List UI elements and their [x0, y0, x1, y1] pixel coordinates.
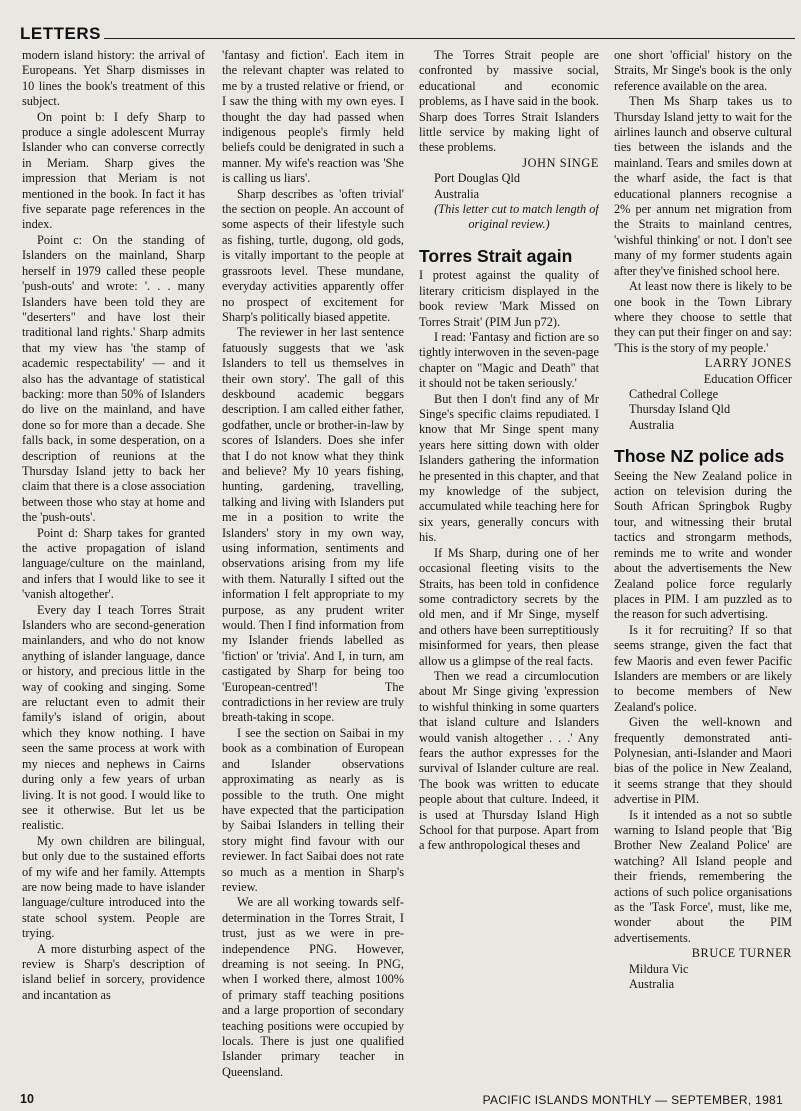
- letter1-paragraph: A more disturbing aspect of the review is Sharp's description of island belief in sorcery, providence and incantation as: [22, 941, 205, 1002]
- letter1-paragraph: Point d: Sharp takes for granted the active propagation of island language/culture on the mainland, and infers that I would like to see it 'vanish altogether'.: [22, 525, 205, 602]
- letter2-address-line: Cathedral College: [629, 386, 719, 401]
- letter2-paragraph: But then I don't find any of Mr Singe's specific claims repudiated. I know that Mr Singe spent many years here sitting down with older Islanders gathering the information he presented in this chapter, and that my knowledge of the subject, accumulated while teaching here for six years, generally concurs with his.: [419, 391, 599, 545]
- column-4: [614, 48, 792, 1092]
- editor-note: (This letter cut to match length of original review.): [434, 202, 599, 232]
- letter1-paragraph: The reviewer in her last sentence fatuously suggests that we 'ask Islanders to tell us themselves in their own story'. The gall of this deskbound academic beggars description. I am called either father, godfather, uncle or brother-in-law by scores of Islanders. Does she infer that I do not know what they think and believe? My 10 years fishing, hunting, gardening, travelling, talking and living with Islanders put me in a position to write the Islanders' story in my own way, using information, sentiments and observations arising from my life with them. Naturally I sifted out the information I felt appropriate to my purpose, as any prudent writer would. Then I find information from my Islander friends labelled as 'fiction' or 'trivia'. And I, in turn, am castigated by Sharp for being too 'European-centred'! The contradictions in her review are truly breath-taking in scope.: [222, 325, 404, 725]
- letter2-paragraph: one short 'official' history on the Straits, Mr Singe's book is the only reference available on the area.: [614, 48, 792, 93]
- letter1-paragraph: On point b: I defy Sharp to produce a single adolescent Murray Islander who can converse correctly in Meriam. Sharp gives the impression that Meriam is not mentioned in the book. In fact it has five separate page references in the index.: [22, 109, 205, 232]
- publication-line: PACIFIC ISLANDS MONTHLY — SEPTEMBER, 1981: [482, 1093, 783, 1107]
- letter2-signature: LARRY JONES: [704, 356, 792, 371]
- letter1-paragraph: Every day I teach Torres Strait Islanders who are second-generation mainlanders, and who do not know anything of islander language, dance or history, and precious little in the way of cooking and singing. Some are reluctant even to admit their family's island of origin, about which they know nothing. I have seen the same process at work with my nieces and nephews in Cairns during only a few years of urban living. It is not good. I would like to see it otherwise. But let us be realistic.: [22, 602, 205, 833]
- letter2-address-line: Education Officer: [703, 371, 792, 386]
- letter2-paragraph: At least now there is likely to be one book in the Town Library where they choose to settle that they can put their finger on and say: 'This is the story of my people.': [614, 279, 792, 355]
- letter2-address-line: Thursday Island Qld: [629, 402, 731, 417]
- letter1-paragraph: I see the section on Saibai in my book as a combination of European and Islander observations approximating as nearly as is possible to the truth. One might have expected that the participation by Saibai Islanders in telling their story might find favour with our reviewer. In fact Saibai does not rate so much as a mention in Sharp's review.: [222, 725, 404, 894]
- letter3-address-line: Australia: [629, 977, 675, 992]
- letter1-paragraph: Sharp describes as 'often trivial' the section on people. An account of some aspects of their lifestyle such as fishing, turtle, dugong, old gods, is vitally important to the people at grassroots level. These mundane, everyday activities apparently offer no prospect of excitement for Sharp's politically biased appetite.: [222, 186, 404, 324]
- page-header: [0, 0, 801, 44]
- letter1-paragraph: 'fantasy and fiction'. Each item in the relevant chapter was related to me by a trusted relative or friend, or I saw the thing with my own eyes. I thought the day had passed when indigenous people's firmly held beliefs could be denigrated in such a manner. My wife's reaction was 'She is calling us liars'.: [222, 48, 404, 186]
- letter2-paragraph: If Ms Sharp, during one of her occasional fleeting visits to the Straits, has been told in confidence some contradictory secrets by the old men, and if Mr Singe, myself and others have been surreptitiously misinformed for years, then please allow us a glimpse of the real facts.: [419, 545, 599, 668]
- letter1-signature: JOHN SINGE: [522, 155, 599, 170]
- letter2-heading: Torres Strait again: [419, 245, 573, 266]
- letter1-address-line: Port Douglas Qld: [434, 171, 521, 186]
- letter1-paragraph: The Torres Strait people are confronted by massive social, educational and economic problems, as I have said in the book. Sharp does Torres Strait Islanders little service by making light of these problems.: [419, 48, 599, 155]
- letter2-paragraph: I read: 'Fantasy and fiction are so tightly interwoven in the seven-page chapter on "Magic and Death" that it should not be taken seriously.': [419, 330, 599, 391]
- letter2-paragraph: Then Ms Sharp takes us to Thursday Island jetty to wait for the airlines launch and observe cultural ties between the islands and the mainland. Tears and smiles down at the wharf aside, the fact is that educational planners recognise a 2% per annum net migration from the Straits to mainland centres, 'wishful thinking' or not. I don't see many of my former students again after they've finished school here.: [614, 94, 792, 278]
- column-3: [419, 48, 599, 1092]
- page-footer: [0, 1091, 801, 1111]
- letter3-paragraph: Is it intended as a not so subtle warning to Island people that 'Big Brother New Zealand Police' are watching? All Island people and their friends, remembering the actions of such police organisations as the 'Task Force', must, like me, wonder about the PIM advertisements.: [614, 807, 792, 945]
- letter2-paragraph: I protest against the quality of literary criticism displayed in the book review 'Mark Missed on Torres Strait' (PIM Jun p72).: [419, 268, 599, 329]
- letter2-address-line: Australia: [629, 417, 675, 432]
- column-1: [22, 48, 205, 1092]
- page-number: 10: [20, 1092, 34, 1106]
- letter1-paragraph: Point c: On the standing of Islanders on the mainland, Sharp herself in 1979 called these people 'push-outs' and wrote: '. . . many Islanders have been told they are "deserters" and have lost their traditional land rights.' Sharp admits that my view has 'the stamp of academic respectability' — and it also has the advantage of statistical backing: more than 50% of Islanders do live on the mainland, and have done so for more than a decade. She falls back, in some desperation, on a description of reunions at the Thursday Island jetty to back her claim that there is a close association between those who stay at home and the 'push-outs'.: [22, 232, 205, 525]
- letter3-paragraph: Is it for recruiting? If so that seems strange, given the fact that few Maoris and even fewer Pacific Islanders are members or are likely to become members of New Zealand's police.: [614, 622, 792, 714]
- letter3-address-line: Mildura Vic: [629, 961, 689, 976]
- section-title: LETTERS: [20, 24, 101, 43]
- letter2-paragraph: Then we read a circumlocution about Mr Singe giving 'expression to wishful thinking in some quarters that island culture and Islanders would vanish altogether . . .' Any fears the author expresses for the survival of Islander culture are real. The book was written to educate people about that culture. Indeed, it is used at Thursday Island High School for that purpose. Apart from a few anthropological theses and: [419, 668, 599, 853]
- letter3-paragraph: Seeing the New Zealand police in action on television during the South African Springbok Rugby tour, and witnessing their brutal tactics and strongarm methods, reminds me to write and wonder about the advertisements the New Zealand police force regularly places in PIM. I am puzzled as to the reason for such advertising.: [614, 468, 792, 622]
- letter1-paragraph: We are all working towards self-determination in the Torres Strait, I trust, just as we were in pre-independence PNG. However, dreaming is not seeing. In PNG, when I worked there, almost 100% of primary staff teaching positions and a large proportion of secondary teaching positions were occupied by locals. There is just one qualified Islander primary teacher in Queensland.: [222, 895, 404, 1079]
- header-rule: [104, 38, 795, 39]
- letter3-heading: Those NZ police ads: [614, 446, 785, 467]
- letter1-address-line: Australia: [434, 186, 480, 201]
- letter3-signature: BRUCE TURNER: [691, 946, 792, 961]
- letter3-paragraph: Given the well-known and frequently demonstrated anti-Polynesian, anti-Islander and Maori bias of the police in New Zealand, it seems strange that they should advertise in PIM.: [614, 715, 792, 807]
- letter1-paragraph: modern island history: the arrival of Europeans. Yet Sharp dismisses in 10 lines the book's treatment of this subject.: [22, 48, 205, 109]
- column-2: [222, 48, 404, 1092]
- letter1-paragraph: My own children are bilingual, but only due to the sustained efforts of my wife and her family. Attempts are now being made to have islander language/culture introduced into the state school system. People are trying.: [22, 833, 205, 941]
